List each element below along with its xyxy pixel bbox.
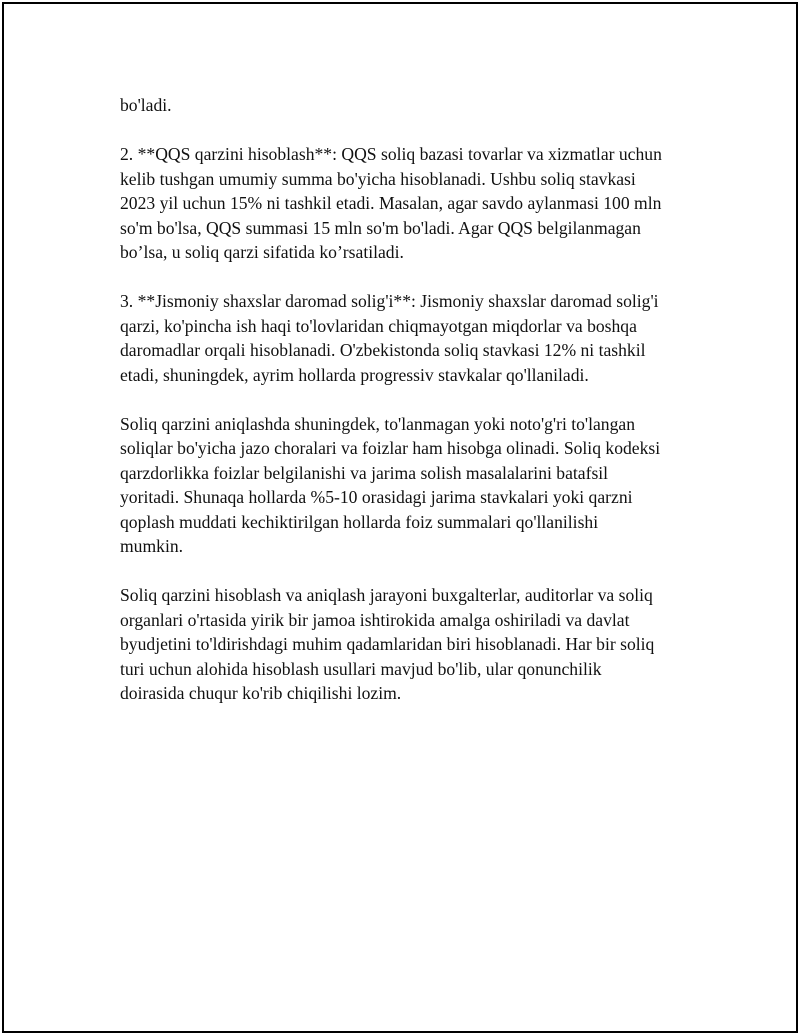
- text-line: soliqlar bo'yicha jazo choralari va foizlar ham hisobga olinadi. Soliq kodeksi: [120, 438, 661, 458]
- paragraph-qqs-debt: [120, 142, 700, 265]
- text-line: kelib tushgan umumiy summa bo'yicha hisoblanadi. Ushbu soliq stavkasi: [120, 168, 636, 189]
- text-line: organlari o'rtasida yirik bir jamoa ishtirokida amalga oshiriladi va davlat: [120, 609, 630, 630]
- text-line: 2023 yil uchun 15% ni tashkil etadi. Masalan, agar savdo aylanmasi 100 mln: [120, 193, 662, 213]
- text-line: doirasida chuqur ko'rib chiqilishi lozim.: [120, 683, 402, 703]
- text-line: yoritadi. Shunaqa hollarda %5-10 orasidagi jarima stavkalari yoki qarzni: [120, 487, 633, 507]
- text-line: turi uchun alohida hisoblash usullari mavjud bo'lib, ular qonunchilik: [120, 658, 602, 679]
- text-line: bo’lsa, u soliq qarzi sifatida ko’rsatiladi.: [120, 242, 404, 262]
- paragraph-continuation: [120, 93, 700, 118]
- text-line: mumkin.: [120, 536, 184, 556]
- document-page: [2, 2, 798, 1033]
- text-line: etadi, shuningdek, ayrim hollarda progressiv stavkalar qo'llaniladi.: [120, 364, 589, 385]
- paragraph-conclusion: [120, 583, 700, 706]
- text-line: byudjetini to'ldirishdagi muhim qadamlaridan biri hisoblanadi. Har bir soliq: [120, 634, 655, 654]
- text-line: daromadlar orqali hisoblanadi. O'zbekistonda soliq stavkasi 12% ni tashkil: [120, 340, 646, 360]
- text-line: bo'ladi.: [120, 95, 172, 115]
- text-line: 2. **QQS qarzini hisoblash**: QQS soliq bazasi tovarlar va xizmatlar uchun: [120, 144, 662, 164]
- text-line: qoplash muddati kechiktirilgan hollarda foiz summalari qo'llanilishi: [120, 511, 599, 532]
- document-body: [120, 93, 700, 730]
- text-line: qarzdorlikka foizlar belgilanishi va jarima solish masalalarini batafsil: [120, 462, 609, 483]
- text-line: qarzi, ko'pincha ish haqi to'lovlaridan chiqmayotgan miqdorlar va boshqa: [120, 315, 637, 336]
- text-line: Soliq qarzini hisoblash va aniqlash jarayoni buxgalterlar, auditorlar va soliq: [120, 585, 653, 605]
- text-line: 3. **Jismoniy shaxslar daromad solig'i**: Jismoniy shaxslar daromad solig'i: [120, 291, 659, 311]
- paragraph-personal-income-tax: [120, 289, 700, 387]
- text-line: Soliq qarzini aniqlashda shuningdek, to'lanmagan yoki noto'g'ri to'langan: [120, 413, 635, 434]
- text-line: so'm bo'lsa, QQS summasi 15 mln so'm bo'ladi. Agar QQS belgilanmagan: [120, 217, 641, 238]
- paragraph-penalties: [120, 412, 700, 559]
